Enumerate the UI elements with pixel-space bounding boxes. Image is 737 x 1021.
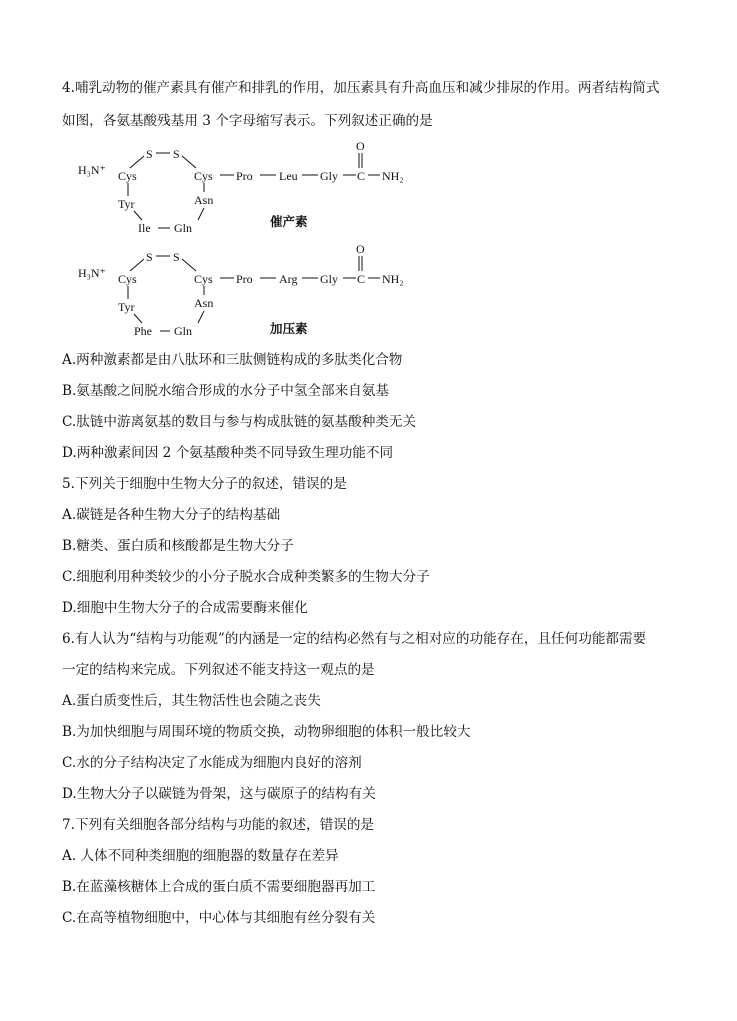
oxytocin-residue-3: Ile bbox=[138, 221, 151, 235]
vasopressin-structure bbox=[70, 241, 430, 341]
vasopressin-s2: S bbox=[173, 250, 180, 264]
question-4-option-b: B.氨基酸之间脱水缩合形成的水分子中氢全部来自氨基 bbox=[62, 383, 389, 399]
question-6-option-c: C.水的分子结构决定了水能成为细胞内良好的溶剂 bbox=[62, 755, 362, 771]
oxytocin-carbonyl-o: O bbox=[356, 139, 365, 153]
vasopressin-asn: Asn bbox=[194, 296, 214, 310]
oxytocin-nh2: NH₂ bbox=[382, 169, 404, 183]
oxytocin-pro: Pro bbox=[236, 169, 253, 183]
vasopressin-carbonyl-c: C bbox=[357, 272, 366, 286]
oxytocin-bond bbox=[130, 156, 144, 168]
question-5-option-b: B.糖类、蛋白质和核酸都是生物大分子 bbox=[62, 538, 294, 554]
vasopressin-nh2: NH₂ bbox=[382, 272, 404, 286]
vasopressin-bond bbox=[134, 314, 142, 323]
vasopressin-caption: 加压素 bbox=[270, 321, 308, 336]
vasopressin-gln: Gln bbox=[174, 324, 192, 338]
question-4-stem-line2: 如图，各氨基酸残基用 3 个字母缩写表示。下列叙述正确的是 bbox=[62, 113, 433, 129]
oxytocin-cys2: Cys bbox=[194, 169, 213, 183]
oxytocin-asn: Asn bbox=[194, 193, 214, 207]
question-6-option-b: B.为加快细胞与周围环境的物质交换，动物卵细胞的体积一般比较大 bbox=[62, 724, 471, 740]
question-5-option-c: C.细胞利用种类较少的小分子脱水合成种类繁多的生物大分子 bbox=[62, 569, 430, 585]
question-6-option-d: D.生物大分子以碳链为骨架，这与碳原子的结构有关 bbox=[62, 786, 376, 802]
vasopressin-bond bbox=[198, 311, 204, 323]
oxytocin-gly: Gly bbox=[320, 169, 338, 183]
question-5-option-d: D.细胞中生物大分子的合成需要酶来催化 bbox=[62, 600, 308, 616]
vasopressin-cys1: Cys bbox=[118, 272, 137, 286]
vasopressin-bond bbox=[130, 259, 144, 271]
oxytocin-tyr: Tyr bbox=[118, 197, 135, 211]
question-5-option-a: A.碳链是各种生物大分子的结构基础 bbox=[62, 507, 281, 523]
vasopressin-tyr: Tyr bbox=[118, 300, 135, 314]
oxytocin-bond bbox=[134, 211, 142, 220]
vasopressin-carbonyl-o: O bbox=[356, 242, 365, 256]
oxytocin-residue-8: Leu bbox=[279, 169, 298, 183]
oxytocin-s1: S bbox=[146, 147, 153, 161]
oxytocin-n-terminus: H₃N⁺ bbox=[78, 163, 106, 177]
question-4-option-d: D.两种激素间因 2 个氨基酸种类不同导致生理功能不同 bbox=[62, 445, 394, 461]
vasopressin-residue-8: Arg bbox=[279, 272, 298, 286]
oxytocin-cys1: Cys bbox=[118, 169, 137, 183]
oxytocin-s2: S bbox=[173, 147, 180, 161]
question-6-option-a: A.蛋白质变性后，其生物活性也会随之丧失 bbox=[62, 693, 321, 709]
question-4-stem-line1: 4.哺乳动物的催产素具有催产和排乳的作用，加压素具有升高血压和减少排尿的作用。两者结构简式 bbox=[62, 80, 660, 96]
vasopressin-s1: S bbox=[146, 250, 153, 264]
question-6-stem-line1: 6.有人认为“结构与功能观”的内涵是一定的结构必然有与之相对应的功能存在，且任何功能都需要 bbox=[62, 631, 647, 647]
question-5-stem: 5.下列关于细胞中生物大分子的叙述，错误的是 bbox=[62, 476, 347, 492]
vasopressin-n-terminus: H₃N⁺ bbox=[78, 266, 106, 280]
vasopressin-cys2: Cys bbox=[194, 272, 213, 286]
oxytocin-bond bbox=[182, 156, 196, 168]
vasopressin-gly: Gly bbox=[320, 272, 338, 286]
oxytocin-bond bbox=[198, 208, 204, 220]
vasopressin-bond bbox=[182, 259, 196, 271]
question-7-option-a: A. 人体不同种类细胞的细胞器的数量存在差异 bbox=[62, 848, 339, 864]
oxytocin-structure bbox=[70, 138, 430, 238]
question-7-stem: 7.下列有关细胞各部分结构与功能的叙述，错误的是 bbox=[62, 817, 375, 833]
vasopressin-pro: Pro bbox=[236, 272, 253, 286]
question-7-option-c: C.在高等植物细胞中，中心体与其细胞有丝分裂有关 bbox=[62, 910, 376, 926]
vasopressin-residue-3: Phe bbox=[134, 324, 152, 338]
oxytocin-carbonyl-c: C bbox=[357, 169, 366, 183]
oxytocin-gln: Gln bbox=[174, 221, 192, 235]
question-4-option-a: A.两种激素都是由八肽环和三肽侧链构成的多肽类化合物 bbox=[62, 352, 403, 368]
question-6-stem-line2: 一定的结构来完成。下列叙述不能支持这一观点的是 bbox=[62, 662, 375, 678]
question-4-option-c: C.肽链中游离氨基的数目与参与构成肽链的氨基酸种类无关 bbox=[62, 414, 417, 430]
question-7-option-b: B.在蓝藻核糖体上合成的蛋白质不需要细胞器再加工 bbox=[62, 879, 376, 895]
oxytocin-caption: 催产素 bbox=[270, 214, 308, 229]
